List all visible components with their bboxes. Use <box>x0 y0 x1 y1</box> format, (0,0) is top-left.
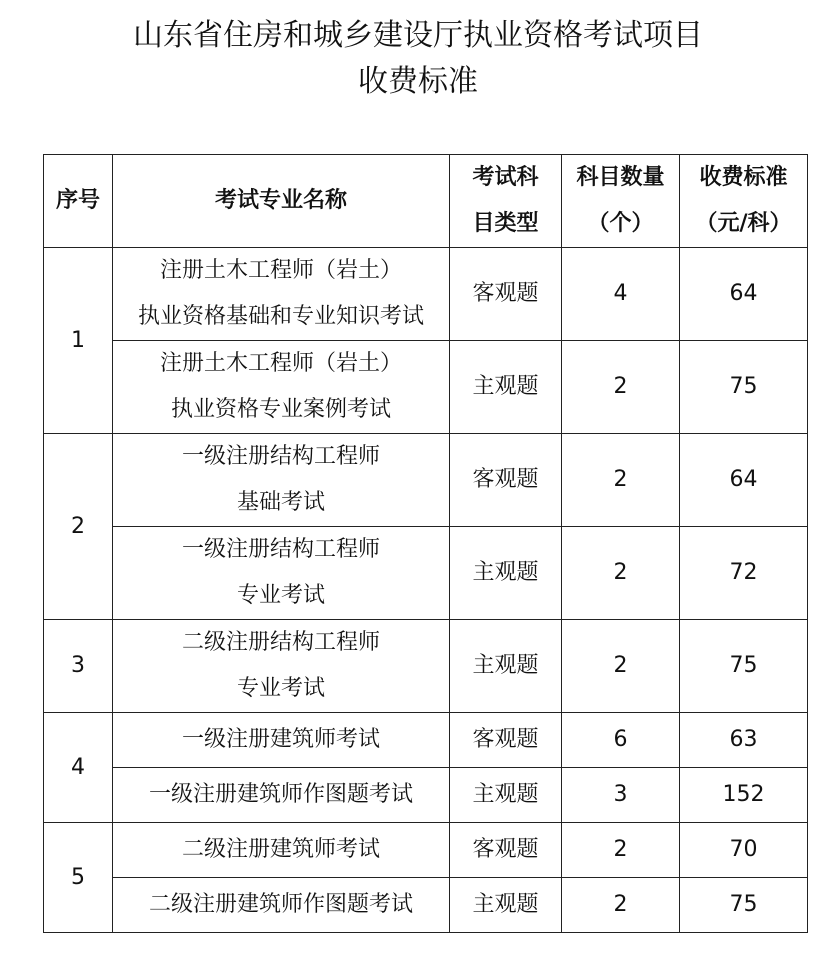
fee-cell: 75 <box>680 341 808 434</box>
count-cell: 2 <box>562 878 680 933</box>
exam-name-line1: 注册土木工程师（岩土） <box>159 258 402 283</box>
type-cell: 客观题 <box>450 248 562 341</box>
count-cell: 6 <box>562 713 680 768</box>
fee-cell: 75 <box>680 620 808 713</box>
count-cell: 2 <box>562 620 680 713</box>
type-cell: 主观题 <box>450 620 562 713</box>
exam-name-line2: 专业考试 <box>236 583 325 608</box>
header-count <box>562 155 680 248</box>
header-type-line2: 目类型 <box>472 211 539 236</box>
seq-cell: 4 <box>44 713 113 823</box>
exam-name-line2: 基础考试 <box>236 490 325 515</box>
type-cell: 客观题 <box>450 434 562 527</box>
table-row <box>44 341 808 434</box>
table-row <box>44 823 808 878</box>
exam-name-line2: 执业资格专业案例考试 <box>170 397 391 422</box>
exam-name-cell: 一级注册建筑师考试 <box>113 713 450 768</box>
exam-name-cell: 二级注册建筑师考试 <box>113 823 450 878</box>
count-cell: 2 <box>562 434 680 527</box>
exam-name-line2: 专业考试 <box>236 676 325 701</box>
table-row <box>44 878 808 933</box>
type-cell: 主观题 <box>450 768 562 823</box>
header-count-line1: 科目数量 <box>576 165 665 190</box>
exam-name-line1: 一级注册结构工程师 <box>181 444 380 469</box>
fee-cell: 152 <box>680 768 808 823</box>
count-cell: 2 <box>562 823 680 878</box>
fee-cell: 64 <box>680 248 808 341</box>
fee-cell: 64 <box>680 434 808 527</box>
fee-cell: 63 <box>680 713 808 768</box>
count-cell: 2 <box>562 527 680 620</box>
document-title-line2: 收费标准 <box>358 64 478 99</box>
header-fee-line1: 收费标准 <box>699 165 788 190</box>
exam-name-cell <box>113 248 450 341</box>
table-row <box>44 434 808 527</box>
type-cell: 主观题 <box>450 341 562 434</box>
fee-cell: 70 <box>680 823 808 878</box>
count-cell: 2 <box>562 341 680 434</box>
exam-name-cell: 一级注册建筑师作图题考试 <box>113 768 450 823</box>
exam-name-line1: 注册土木工程师（岩土） <box>159 351 402 376</box>
table-row <box>44 713 808 768</box>
document-title-line1: 山东省住房和城乡建设厅执业资格考试项目 <box>133 18 703 53</box>
exam-name-line1: 一级注册结构工程师 <box>181 537 380 562</box>
type-cell: 客观题 <box>450 823 562 878</box>
count-cell: 3 <box>562 768 680 823</box>
exam-name-cell: 二级注册建筑师作图题考试 <box>113 878 450 933</box>
fee-cell: 72 <box>680 527 808 620</box>
exam-name-cell <box>113 620 450 713</box>
table-row <box>44 768 808 823</box>
exam-name-cell <box>113 341 450 434</box>
exam-name-line1: 二级注册结构工程师 <box>181 630 380 655</box>
fee-table <box>43 154 808 933</box>
header-type-line1: 考试科 <box>472 165 539 190</box>
exam-name-cell <box>113 527 450 620</box>
header-fee <box>680 155 808 248</box>
table-row <box>44 527 808 620</box>
header-seq: 序号 <box>44 155 113 248</box>
fee-cell: 75 <box>680 878 808 933</box>
exam-name-cell <box>113 434 450 527</box>
type-cell: 主观题 <box>450 527 562 620</box>
seq-cell: 3 <box>44 620 113 713</box>
table-header-row <box>44 155 808 248</box>
header-fee-line2: （元/科） <box>695 211 792 236</box>
header-type <box>450 155 562 248</box>
seq-cell: 5 <box>44 823 113 933</box>
type-cell: 客观题 <box>450 713 562 768</box>
count-cell: 4 <box>562 248 680 341</box>
seq-cell: 1 <box>44 248 113 434</box>
header-name: 考试专业名称 <box>113 155 450 248</box>
header-count-line2: （个） <box>587 211 654 236</box>
table-row <box>44 248 808 341</box>
seq-cell: 2 <box>44 434 113 620</box>
table-row <box>44 620 808 713</box>
exam-name-line2: 执业资格基础和专业知识考试 <box>137 304 424 329</box>
type-cell: 主观题 <box>450 878 562 933</box>
